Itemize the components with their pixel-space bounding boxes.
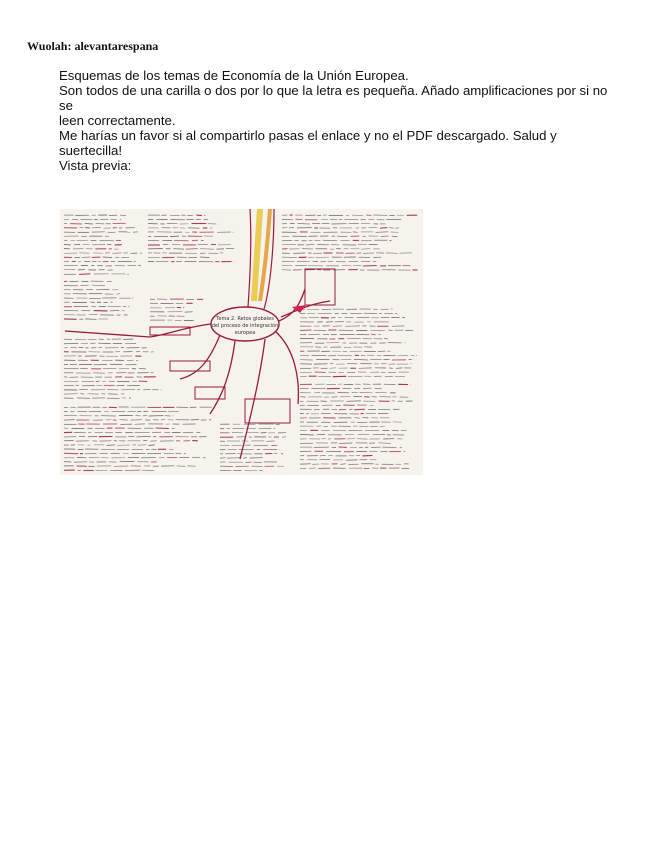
mind-map-drawing: [60, 209, 423, 475]
document-body: [59, 68, 619, 173]
intro-line-2: leen correctamente.: [59, 113, 176, 128]
favor-paragraph: Me harías un favor si al compartirlo pasas el enlace y no el PDF descargado. Salud y suertecilla!: [59, 128, 557, 158]
center-node-text: Tema 2. Retos globales: [216, 316, 274, 322]
svg-text:del proceso de integración: del proceso de integración: [211, 323, 279, 329]
preview-label: Vista previa:: [59, 158, 132, 173]
svg-text:europea: europea: [234, 330, 256, 336]
header-label: Wuolah: alevantarespana: [27, 39, 159, 53]
intro-paragraph: [59, 83, 619, 128]
intro-line-1: Son todos de una carilla o dos por lo que la letra es pequeña. Añado amplificaciones por si no se: [59, 83, 608, 113]
preview-image: [60, 209, 423, 475]
document-title-line: Esquemas de los temas de Economía de la Unión Europea.: [59, 68, 409, 83]
